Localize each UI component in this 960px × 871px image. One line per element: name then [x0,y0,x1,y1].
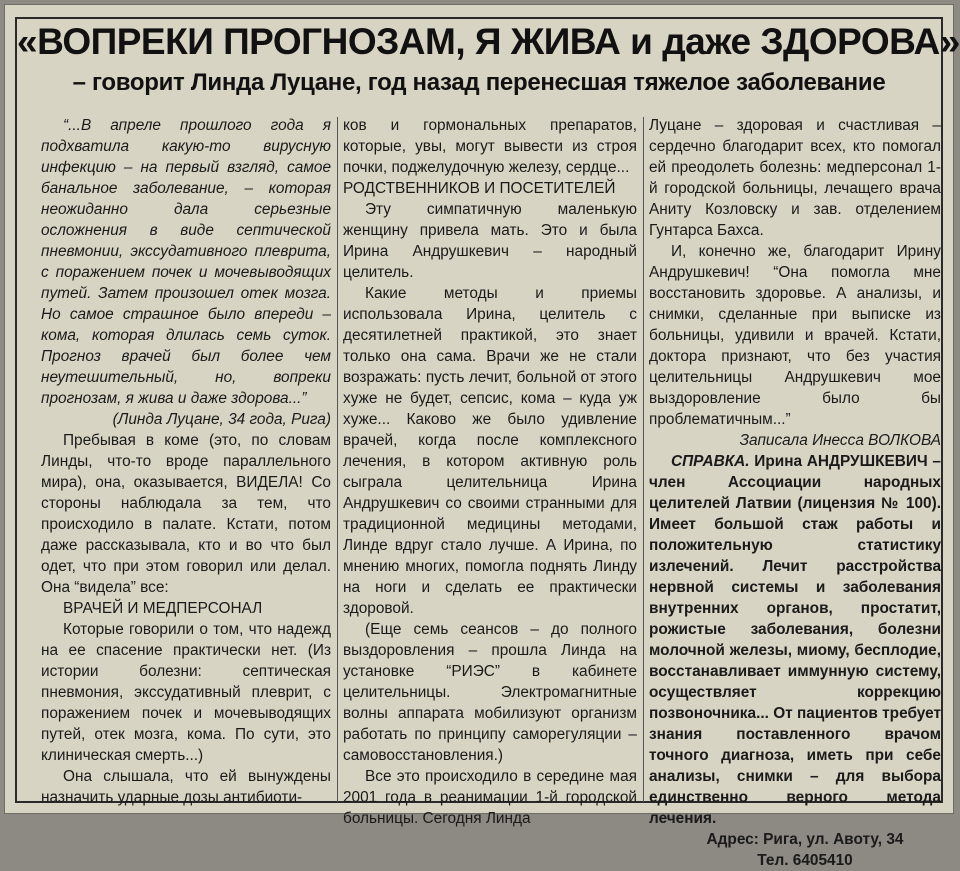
contact-phone: Тел. 6405410 [757,852,853,869]
paragraph: ков и гормональных препаратов, которые, увы, могут вывести из строя почки, поджелудочную железу, сердце... [343,117,637,176]
section-heading: РОДСТВЕННИКОВ И ПОСЕТИТЕЛЕЙ [343,180,616,197]
column-divider [337,117,338,802]
newspaper-clipping [4,4,960,869]
reference-lead: СПРАВКА. [671,453,750,470]
article-column-2 [343,115,637,827]
reference-text: Ирина АНДРУШКЕВИЧ – член Ассоциации народных целителей Латвии (лицензия № 100). Имеет большой стаж работы и положительную статистику излечений. Лечит расстройства нервной системы и заболевания внутренних органов, простатит, рожистые заболевания, болезни молочной железы, миому, бесплодие, восстанавливает иммунную систему, осуществляет коррекцию позвоночника... От пациентов требует знания поставленного врачом точного диагноза, иметь при себе анализы, снимки – для выбора единственно верного метода лечения. [649,453,941,827]
paragraph: Она слышала, что ей вынуждены назначить ударные дозы антибиоти- [41,768,331,806]
article-frame [15,17,960,869]
quote-text: “...В апреле прошлого года я подхватила какую-то вирусную инфекцию – на первый взгляд, самое банальное заболевание, – которая неожиданно дала серьезные осложнения в виде септической пневмонии, экссудативного плеврита, с поражением почек и мочевыводящих путей. Затем произошел отек мозга. Но самое страшное было впереди – кома, которая длилась семь суток. Прогноз врачей был более чем неутешительный, но, вопреки прогнозам, я жива и даже здорова...” [41,117,331,407]
paragraph: Луцане – здоровая и счастливая – сердечно благодарит всех, кто помогал ей преодолеть болезнь: медперсонал 1-й городской больницы, лечащего врача Аниту Козловску и зав. отделением Гунтарса Бахса. [649,117,941,239]
contact-address: Адрес: Рига, ул. Авоту, 34 [706,831,904,848]
column-divider [643,117,644,802]
subheadline: – говорит Линда Луцане, год назад перенесшая тяжелое заболевание [72,69,886,96]
paragraph: Какие методы и приемы использовала Ирина, целитель с десятилетней практикой, это знает только она сама. Врачи же не стали возражать: пусть лечит, больной от этого хуже не будет, сепсис, кома – куда уж хуже... Каково же было удивление врачей, когда после комплексного лечения, в котором активную роль сыграла целительница Ирина Андрушкевич со своими странными для традиционной медицины методами, Линде вдруг стало лучше. А Ирина, по мнению многих, помогла поднять Линду на ноги и сделать ее практически здоровой. [343,285,637,617]
article-column-3 [649,115,941,869]
paragraph: (Еще семь сеансов – до полного выздоровления – прошла Линда на установке “РИЭС” в кабинете целительницы. Электромагнитные волны аппарата мобилизуют организм работать по принципу саморегуляции – самовосстановления.) [343,621,637,764]
article-column-1 [41,115,331,805]
headline: «ВОПРЕКИ ПРОГНОЗАМ, Я ЖИВА и даже ЗДОРОВА» [17,21,960,62]
opening-quote [41,115,331,430]
paragraph: Эту симпатичную маленькую женщину привела мать. Это и была Ирина Андрушкевич – народный целитель. [343,201,637,281]
paragraph: Которые говорили о том, что надежд на ее спасение практически нет. (Из истории болезни: септическая пневмония, экссудативный плеврит, с поражением почек и мочевыводящих путей, отек мозга, кома. По сути, это клиническая смерть...) [41,621,331,764]
paragraph: И, конечно же, благодарит Ирину Андрушкевич! “Она помогла мне восстановить здоровье. А анализы, и снимки, сделанные при выписке из больницы, удивили и врачей. Кстати, доктора признают, что без участия целительницы Андрушкевич мое выздоровление было бы проблематичным...” [649,243,941,428]
paragraph: Пребывая в коме (это, по словам Линды, что-то вроде параллельного мира), она, оказывается, ВИДЕЛА! Со стороны наблюдала за тем, что происходило в палате. Кстати, потом даже рассказывала, кто и во что был одет, что при этом говорил или делал. Она “видела” все: [41,432,331,596]
paragraph: Все это происходило в середине мая 2001 года в реанимации 1-й городской больницы. Сегодня Линда [343,768,637,827]
quote-attribution: (Линда Луцане, 34 года, Рига) [112,411,331,428]
section-heading: ВРАЧЕЙ И МЕДПЕРСОНАЛ [63,600,263,617]
reference-note [649,451,941,829]
byline: Записала Инесса ВОЛКОВА [739,432,941,449]
